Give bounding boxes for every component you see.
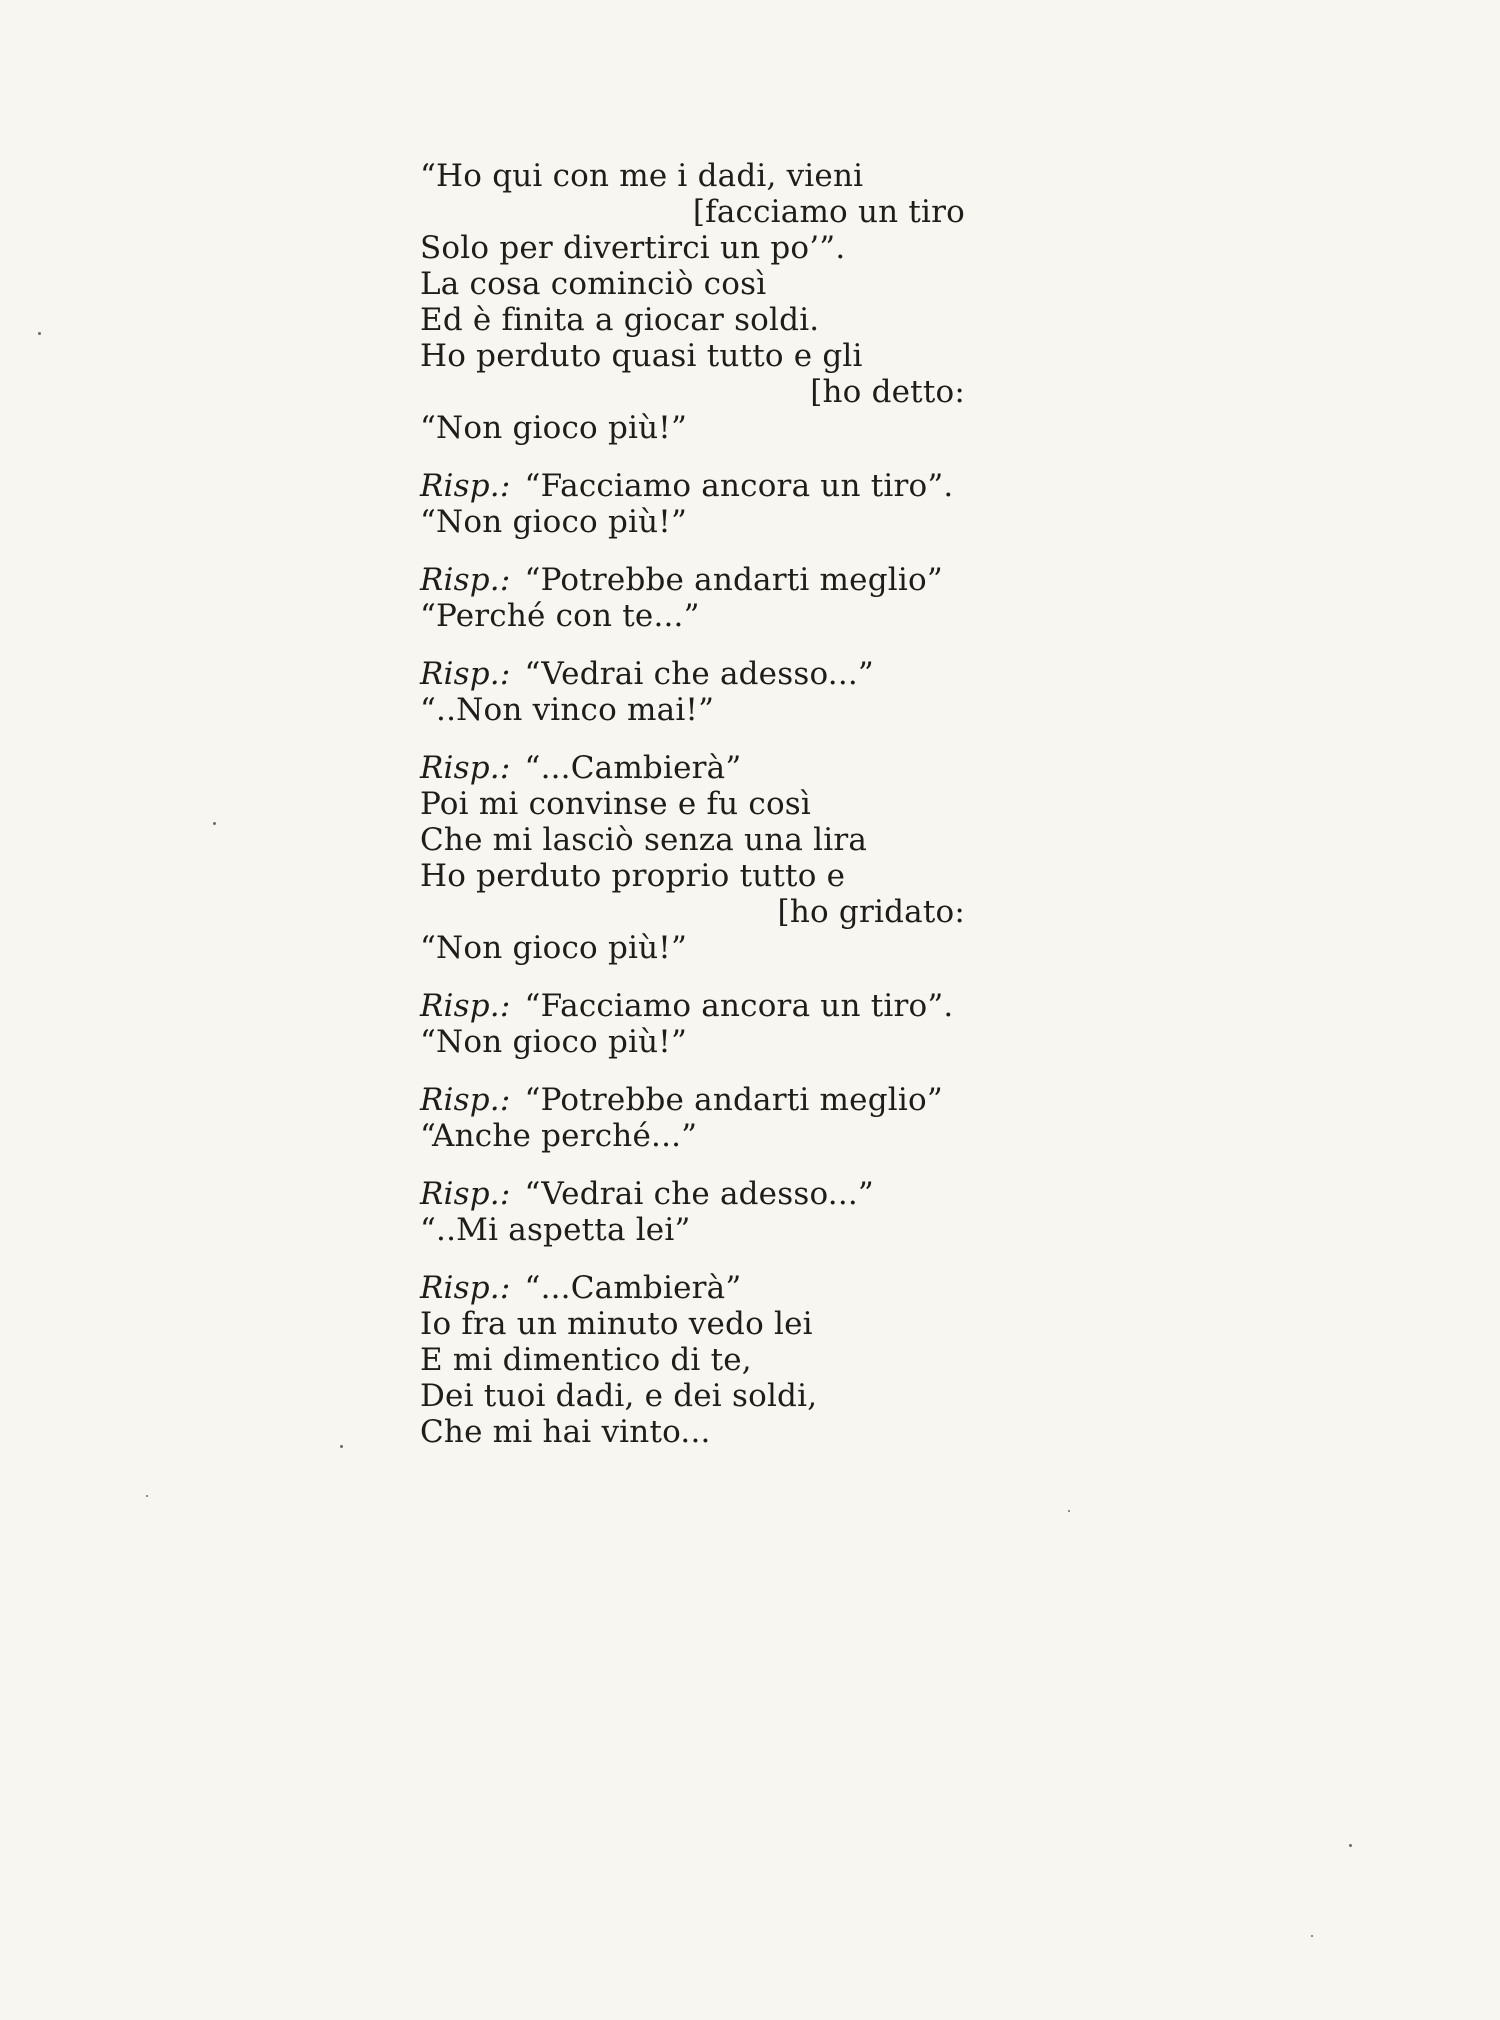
lyric-line: “Non gioco più!” — [420, 504, 687, 540]
lyric-line: Ho perduto quasi tutto e gli — [420, 338, 863, 374]
lyric-continuation-line — [420, 194, 1020, 230]
song-lyrics — [420, 158, 1020, 1450]
lyric-line: Solo per divertirci un po’”. — [420, 230, 846, 266]
lyric-continuation-line — [420, 894, 1020, 930]
risp-text: “...Cambierà” — [524, 750, 742, 786]
lyric-line: Che mi lasciò senza una lira — [420, 822, 868, 858]
risp-line — [420, 1176, 1020, 1212]
scan-speck — [1311, 1935, 1313, 1937]
risp-text: “Facciamo ancora un tiro”. — [524, 988, 954, 1024]
risp-text: “Potrebbe andarti meglio” — [524, 1082, 943, 1118]
risp-line — [420, 656, 1020, 692]
risp-label: Risp.: — [420, 656, 511, 692]
lyric-line: Che mi hai vinto... — [420, 1414, 711, 1450]
risp-label: Risp.: — [420, 468, 511, 504]
lyric-line: Dei tuoi dadi, e dei soldi, — [420, 1378, 818, 1414]
risp-text: “Facciamo ancora un tiro”. — [524, 468, 954, 504]
lyric-continuation-line — [420, 374, 1020, 410]
risp-line — [420, 468, 1020, 504]
lyric-continuation-text: [ho detto: — [810, 374, 965, 410]
risp-text: “...Cambierà” — [524, 1270, 742, 1306]
risp-line — [420, 1270, 1020, 1306]
stanza-risp-5 — [420, 988, 1020, 1060]
lyric-line: “..Mi aspetta lei” — [420, 1212, 691, 1248]
stanza-risp-3 — [420, 656, 1020, 728]
stanza-risp-4 — [420, 750, 1020, 966]
lyric-line: La cosa cominciò così — [420, 266, 767, 302]
risp-line — [420, 562, 1020, 598]
lyric-line: Poi mi convinse e fu così — [420, 786, 812, 822]
risp-line — [420, 750, 1020, 786]
risp-label: Risp.: — [420, 562, 511, 598]
stanza-risp-6 — [420, 1082, 1020, 1154]
lyric-line: “Perché con te...” — [420, 598, 700, 634]
risp-line — [420, 988, 1020, 1024]
stanza-risp-8 — [420, 1270, 1020, 1450]
risp-label: Risp.: — [420, 750, 511, 786]
risp-label: Risp.: — [420, 1270, 511, 1306]
lyric-line: “Non gioco più!” — [420, 930, 687, 966]
lyric-line: “Ho qui con me i dadi, vieni — [420, 158, 864, 194]
risp-label: Risp.: — [420, 988, 511, 1024]
lyric-line: Io fra un minuto vedo lei — [420, 1306, 813, 1342]
lyric-line: “Non gioco più!” — [420, 410, 687, 446]
risp-text: “Potrebbe andarti meglio” — [524, 562, 943, 598]
scan-speck — [340, 1445, 343, 1448]
lyric-line: “..Non vinco mai!” — [420, 692, 715, 728]
stanza-risp-7 — [420, 1176, 1020, 1248]
risp-text: “Vedrai che adesso...” — [524, 1176, 874, 1212]
lyric-continuation-text: [ho gridato: — [777, 894, 965, 930]
lyric-line: Ho perduto proprio tutto e — [420, 858, 846, 894]
lyric-line: Ed è finita a giocar soldi. — [420, 302, 820, 338]
risp-label: Risp.: — [420, 1082, 511, 1118]
stanza-1 — [420, 158, 1020, 446]
stanza-risp-1 — [420, 468, 1020, 540]
lyric-line: “Anche perché...” — [420, 1118, 698, 1154]
scan-speck — [1349, 1844, 1352, 1847]
scan-speck — [213, 822, 216, 825]
scan-speck — [38, 332, 41, 335]
risp-label: Risp.: — [420, 1176, 511, 1212]
lyric-line: “Non gioco più!” — [420, 1024, 687, 1060]
stanza-risp-2 — [420, 562, 1020, 634]
scan-speck — [146, 1495, 148, 1497]
risp-text: “Vedrai che adesso...” — [524, 656, 874, 692]
lyric-line: E mi dimentico di te, — [420, 1342, 752, 1378]
risp-line — [420, 1082, 1020, 1118]
lyric-continuation-text: [facciamo un tiro — [692, 194, 965, 230]
scan-speck — [1068, 1510, 1070, 1512]
